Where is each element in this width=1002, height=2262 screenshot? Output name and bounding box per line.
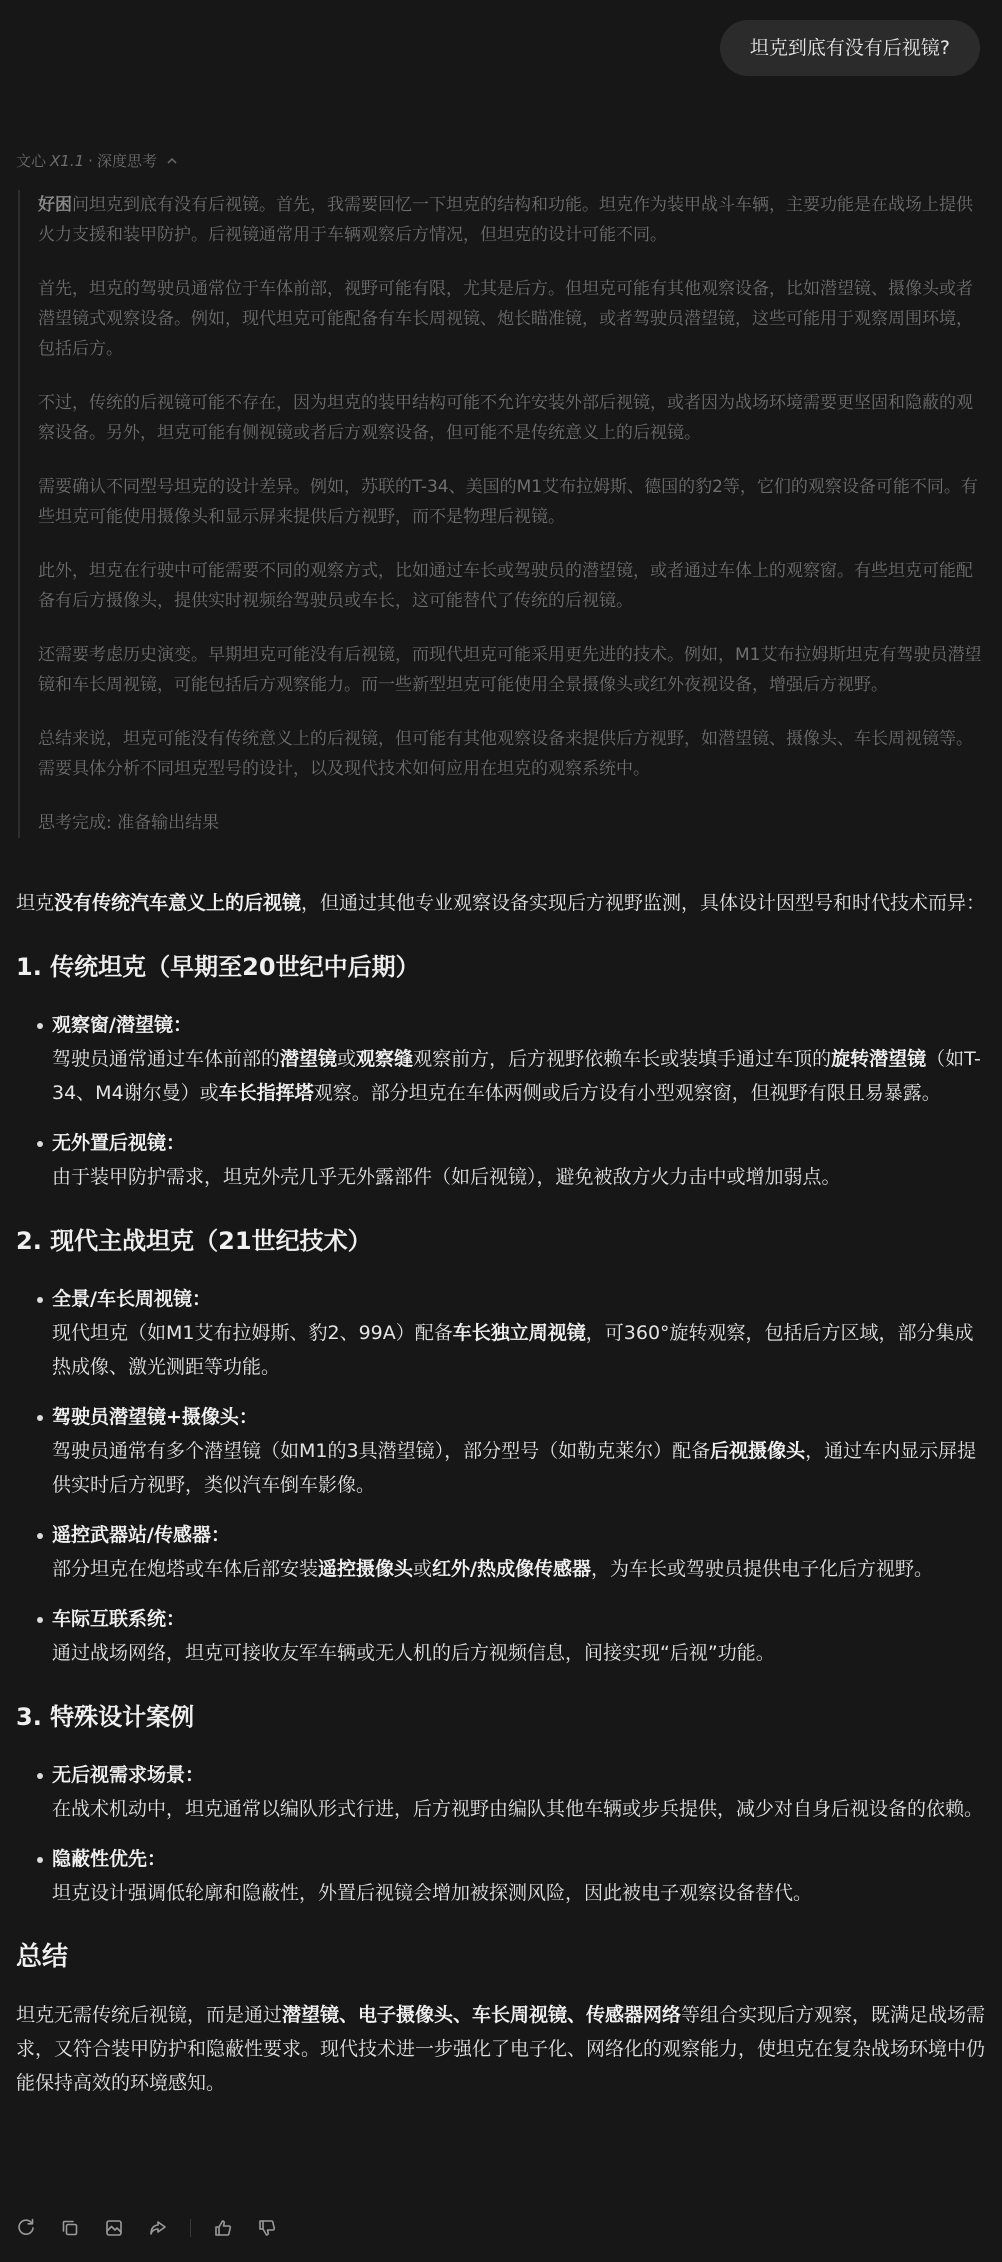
thinking-text: 问坦克到底有没有后视镜。首先，我需要回忆一下坦克的结构和功能。坦克作为装甲战斗车辆，主要功能是在战场上提供火力支援和装甲防护。后视镜通常用于车辆观察后方情况，但坦克的设计可能不同。 xyxy=(38,195,973,245)
list-item-label: 无外置后视镜： xyxy=(52,1132,186,1154)
thinking-text: 还需要考虑历史演变。早期坦克可能没有后视镜，而现代坦克可能采用更先进的技术。例如，M1艾布拉姆斯坦克有驾驶员潜望镜和车长周视镜，可能包括后方观察能力。而一些新型坦克可能使用全景摄像头或红外夜视设备，增强后方视野。 xyxy=(38,645,982,695)
list-item xyxy=(16,1400,986,1502)
section-heading: 1. 传统坦克（早期至20世纪中后期） xyxy=(16,953,420,981)
list-item-bold-text: 旋转潜望镜 xyxy=(831,1048,927,1070)
thinking-paragraph xyxy=(38,556,986,616)
thinking-paragraph xyxy=(38,724,986,784)
list-item-body xyxy=(52,1642,775,1664)
thinking-text: 此外，坦克在行驶中可能需要不同的观察方式，比如通过车长或驾驶员的潜望镜，或者通过车体上的观察窗。有些坦克可能配备有后方摄像头，提供实时视频给驾驶员或车长，这可能替代了传统的后视镜。 xyxy=(38,561,973,611)
image-button[interactable] xyxy=(102,2216,126,2240)
list-item-label: 全景/车长周视镜： xyxy=(52,1288,211,1310)
summary-paragraph xyxy=(16,1998,986,2100)
list-item-body xyxy=(52,1166,841,1188)
list-item xyxy=(16,1282,986,1384)
message-action-bar xyxy=(14,2216,279,2240)
list-item xyxy=(16,1008,986,1110)
thinking-toggle[interactable] xyxy=(16,150,179,171)
user-message-bubble xyxy=(720,20,980,76)
section-list xyxy=(16,1282,986,1670)
list-item-text: 由于装甲防护需求，坦克外壳几乎无外露部件（如后视镜），避免被敌方火力击中或增加弱点。 xyxy=(52,1166,841,1188)
thinking-paragraph xyxy=(38,388,986,448)
chevron-up-icon xyxy=(165,154,179,168)
intro-text: ，但通过其他专业观察设备实现后方视野监测，具体设计因型号和时代技术而异： xyxy=(301,892,986,914)
list-item-bold-text: 潜望镜 xyxy=(280,1048,338,1070)
thumbs-down-button[interactable] xyxy=(255,2216,279,2240)
think-model-version: X1.1 xyxy=(50,151,85,170)
thinking-content xyxy=(18,190,986,838)
thumbs-up-icon xyxy=(213,2218,233,2238)
think-model-prefix: 文心 xyxy=(16,152,47,170)
thumbs-down-icon xyxy=(257,2218,277,2238)
copy-button[interactable] xyxy=(58,2216,82,2240)
intro-bold-text: 没有传统汽车意义上的后视镜 xyxy=(54,892,302,914)
list-item-text: 观察。部分坦克在车体两侧或后方设有小型观察窗，但视野有限且易暴露。 xyxy=(313,1082,941,1104)
list-item-text: 驾驶员通常通过车体前部的 xyxy=(52,1048,281,1070)
list-item-bold-text: 红外/热成像传感器 xyxy=(432,1558,591,1580)
section-heading: 3. 特殊设计案例 xyxy=(16,1703,195,1731)
list-item-label: 驾驶员潜望镜+摄像头： xyxy=(52,1406,258,1428)
list-item-body xyxy=(52,1798,983,1820)
share-button[interactable] xyxy=(146,2216,170,2240)
list-item xyxy=(16,1842,986,1910)
think-header-separator: · xyxy=(88,151,93,170)
regenerate-icon xyxy=(16,2218,36,2238)
list-item-text: 部分坦克在炮塔或车体后部安装 xyxy=(52,1558,319,1580)
summary-text: 等组合实现后方观察，既满足战场需求，又符合装甲防护和隐蔽性要求。现代技术进一步强化了电子化、网络化的观察能力，使坦克在复杂战场环境中仍能保持高效的环境感知。 xyxy=(16,2004,986,2094)
list-item xyxy=(16,1758,986,1826)
thinking-paragraph xyxy=(38,190,986,250)
list-item-text: 通过战场网络，坦克可接收友军车辆或无人机的后方视频信息，间接实现“后视”功能。 xyxy=(52,1642,775,1664)
summary-heading: 总结 xyxy=(16,1942,69,1972)
list-item-body xyxy=(52,1440,976,1496)
list-item-body xyxy=(52,1882,812,1904)
list-item-text: 或 xyxy=(413,1558,433,1580)
answer-content xyxy=(16,886,986,2100)
list-item-text: 现代坦克（如M1艾布拉姆斯、豹2、99A）配备 xyxy=(52,1322,453,1344)
list-item-bold-text: 车长指挥塔 xyxy=(218,1082,314,1104)
copy-icon xyxy=(60,2218,80,2238)
list-item-label: 隐蔽性优先： xyxy=(52,1848,167,1870)
list-item-bold-text: 车长独立周视镜 xyxy=(452,1322,586,1344)
toolbar-divider xyxy=(190,2219,191,2237)
thinking-bold-text: 好困 xyxy=(38,195,72,215)
thinking-paragraph xyxy=(38,472,986,532)
list-item-body xyxy=(52,1558,933,1580)
list-item-label: 遥控武器站/传感器： xyxy=(52,1524,230,1546)
thinking-text: 需要确认不同型号坦克的设计差异。例如，苏联的T-34、美国的M1艾布拉姆斯、德国的豹2等，它们的观察设备可能不同。有些坦克可能使用摄像头和显示屏来提供后方视野，而不是物理后视镜。 xyxy=(38,477,978,527)
section-list xyxy=(16,1758,986,1910)
thinking-text: 不过，传统的后视镜可能不存在，因为坦克的装甲结构可能不允许安装外部后视镜，或者因为战场环境需要更坚固和隐蔽的观察设备。另外，坦克可能有侧视镜或者后方观察设备，但可能不是传统意义上的后视镜。 xyxy=(38,393,973,443)
list-item-bold-text: 后视摄像头 xyxy=(710,1440,806,1462)
list-item-text: （如T-34、M4谢尔曼）或 xyxy=(52,1048,981,1104)
list-item-label: 车际互联系统： xyxy=(52,1608,186,1630)
thinking-paragraph xyxy=(38,640,986,700)
list-item-label: 观察窗/潜望镜： xyxy=(52,1014,192,1036)
intro-text: 坦克 xyxy=(16,892,55,914)
user-question-text: 坦克到底有没有后视镜? xyxy=(749,37,950,59)
thinking-done-status: 思考完成: 准备输出结果 xyxy=(38,813,220,833)
list-item-text: 驾驶员通常有多个潜望镜（如M1的3具潜望镜），部分型号（如勒克莱尔）配备 xyxy=(52,1440,711,1462)
section-list xyxy=(16,1008,986,1194)
summary-text: 坦克无需传统后视镜，而是通过 xyxy=(16,2004,283,2026)
list-item-text: ，可360°旋转观察，包括后方区域，部分集成热成像、激光测距等功能。 xyxy=(52,1322,974,1378)
regenerate-button[interactable] xyxy=(14,2216,38,2240)
image-icon xyxy=(104,2218,124,2238)
list-item-text: 或 xyxy=(337,1048,357,1070)
list-item-label: 无后视需求场景： xyxy=(52,1764,205,1786)
list-item-body xyxy=(52,1322,974,1378)
share-icon xyxy=(148,2218,168,2238)
think-mode-label: 深度思考 xyxy=(96,152,157,170)
list-item-bold-text: 观察缝 xyxy=(356,1048,414,1070)
thumbs-up-button[interactable] xyxy=(211,2216,235,2240)
list-item-text: ，通过车内显示屏提供实时后方视野，类似汽车倒车影像。 xyxy=(52,1440,977,1496)
list-item-text: 坦克设计强调低轮廓和隐蔽性，外置后视镜会增加被探测风险，因此被电子观察设备替代。 xyxy=(52,1882,813,1904)
answer-intro xyxy=(16,886,986,920)
summary-bold-text: 潜望镜、电子摄像头、车长周视镜、传感器网络 xyxy=(282,2004,682,2026)
list-item-text: 在战术机动中，坦克通常以编队形式行进，后方视野由编队其他车辆或步兵提供，减少对自身后视设备的依赖。 xyxy=(52,1798,984,1820)
list-item-text: 观察前方，后方视野依赖车长或装填手通过车顶的 xyxy=(413,1048,832,1070)
list-item-text: ，为车长或驾驶员提供电子化后方视野。 xyxy=(591,1558,934,1580)
section-heading: 2. 现代主战坦克（21世纪技术） xyxy=(16,1227,372,1255)
thinking-paragraph xyxy=(38,274,986,364)
list-item xyxy=(16,1126,986,1194)
thinking-text: 总结来说，坦克可能没有传统意义上的后视镜，但可能有其他观察设备来提供后方视野，如潜望镜、摄像头、车长周视镜等。需要具体分析不同坦克型号的设计，以及现代技术如何应用在坦克的观察系统中。 xyxy=(38,729,973,779)
list-item xyxy=(16,1602,986,1670)
list-item-bold-text: 遥控摄像头 xyxy=(318,1558,414,1580)
thinking-text: 首先，坦克的驾驶员通常位于车体前部，视野可能有限，尤其是后方。但坦克可能有其他观察设备，比如潜望镜、摄像头或者潜望镜式观察设备。例如，现代坦克可能配备有车长周视镜、炮长瞄准镜，或者驾驶员潜望镜，这些可能用于观察周围环境，包括后方。 xyxy=(38,279,973,359)
list-item xyxy=(16,1518,986,1586)
list-item-body xyxy=(52,1048,981,1104)
